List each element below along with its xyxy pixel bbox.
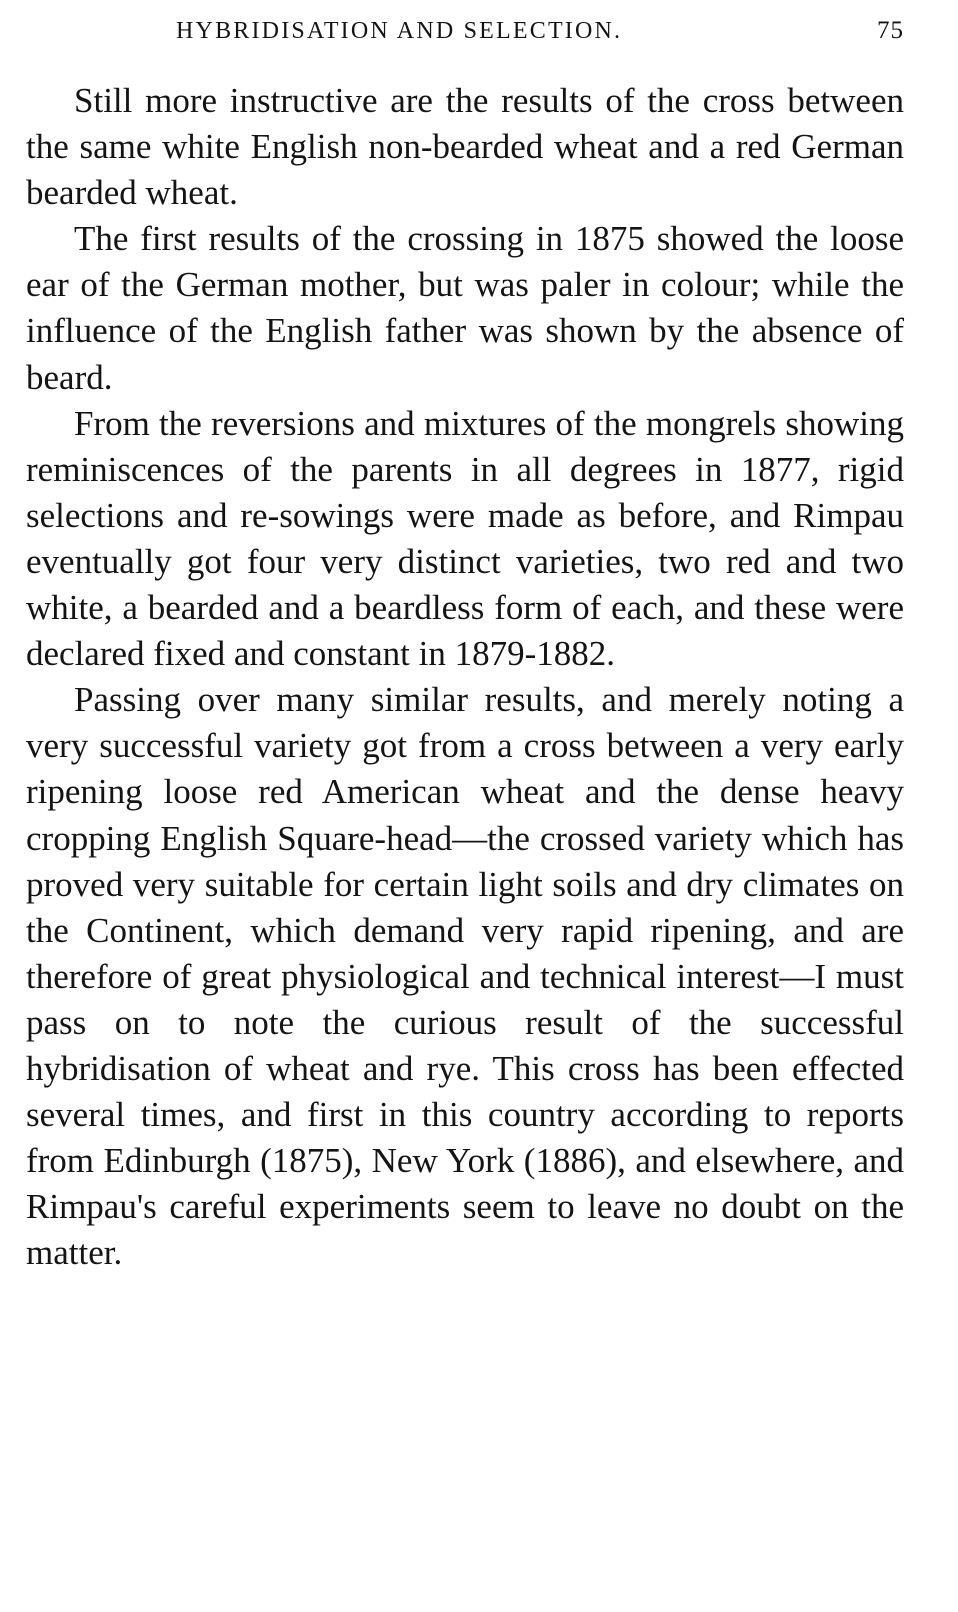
book-page <box>26 0 904 1612</box>
body-text <box>26 78 904 1276</box>
paragraph: Still more instructive are the results of the cross between the same white English non-bearded wheat and a red German bearded wheat. <box>26 81 904 213</box>
page-number: 75 <box>877 17 904 44</box>
paragraph: The first results of the crossing in 1875 showed the loose ear of the German mother, but was paler in colour; while the influence of the English father was shown by the absence of beard. <box>26 219 904 397</box>
paragraph: From the reversions and mixtures of the mongrels showing reminiscences of the parents in all degrees in 1877, rigid selections and re-sowings were made as before, and Rimpau eventually got four very distinct varieties, two red and two white, a bearded and a beardless form of each, and these were declared fixed and constant in 1879-1882. <box>26 403 904 674</box>
running-head <box>26 14 904 48</box>
running-title: HYBRIDISATION AND SELECTION. <box>176 18 623 44</box>
paragraph: Passing over many similar results, and merely noting a very successful variety got from a cross between a very early ripening loose red American wheat and the dense heavy cropping English Square-head—the crossed variety which has proved very suitable for certain light soils and dry climates on the Continent, which demand very rapid ripening, and are therefore of great physiological and technical interest—I must pass on to note the curious result of the successful hybridisation of wheat and rye. This cross has been effected several times, and first in this country according to reports from Edinburgh (1875), New York (1886), and elsewhere, and Rimpau's careful experiments seem to leave no doubt on the matter. <box>26 680 904 1273</box>
